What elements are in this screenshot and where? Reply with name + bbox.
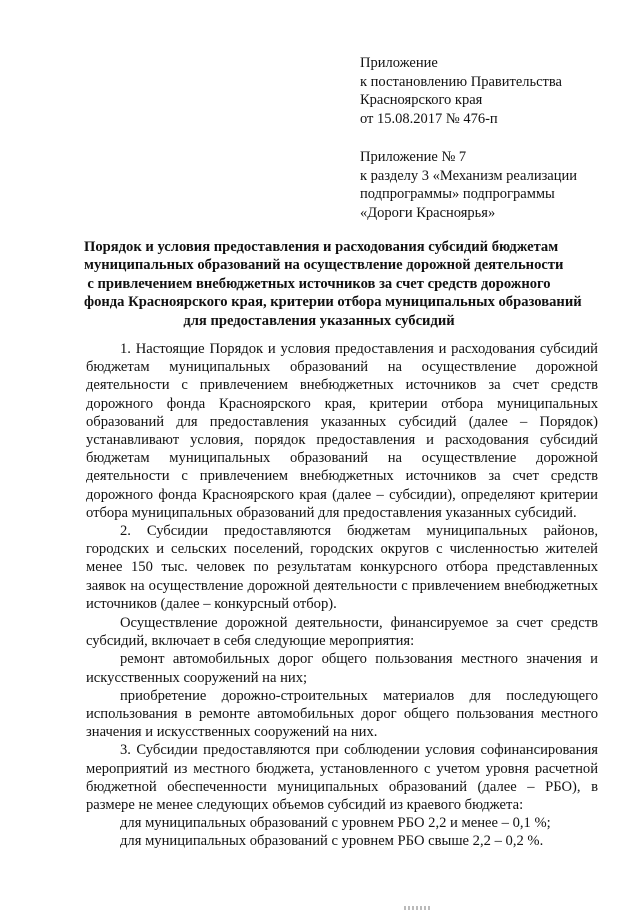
title-line: муниципальных образований на осуществление дорожной деятельности: [84, 257, 564, 274]
appendix-sub-line: подпрограммы» подпрограммы: [360, 186, 555, 203]
appendix-header-line: к постановлению Правительства: [360, 73, 562, 90]
title-line: для предоставления указанных субсидий: [183, 312, 455, 329]
document-title: [84, 238, 582, 330]
title-line: фонда Красноярского края, критерии отбора муниципальных образований: [84, 294, 582, 311]
paragraph-activities-intro: Осуществление дорожной деятельности, финансируемое за счет средств субсидий, включает в себя следующие мероприятия:: [86, 615, 598, 650]
appendix-header-line: Приложение: [360, 55, 438, 71]
appendix-header-line: от 15.08.2017 № 476-п: [360, 110, 498, 127]
appendix-header: [360, 54, 630, 128]
document-body: [86, 340, 598, 851]
appendix-sub-header: [360, 148, 630, 222]
appendix-sub-line: к разделу 3 «Механизм реализации: [360, 167, 578, 184]
scan-artifact: [404, 897, 438, 901]
appendix-header-line: Красноярского края: [360, 92, 483, 109]
list-item-materials: приобретение дорожно-строительных материалов для последующего использования в ремонте автомобильных дорог общего пользования местного значения и искусственных сооружений на них.: [86, 687, 598, 741]
list-item-rbo-low: для муниципальных образований с уровнем РБО 2,2 и менее – 0,1 %;: [120, 815, 551, 832]
list-item-repair: ремонт автомобильных дорог общего пользования местного значения и искусственных сооружений на них;: [86, 651, 598, 686]
paragraph-3: 3. Субсидии предоставляются при соблюдении условия софинансирования мероприятий из местного бюджета, установленного с учетом уровня расчетной бюджетной обеспеченности муниципальных образований (далее – РБО), в размере не менее следующих объемов субсидий из краевого бюджета:: [86, 742, 598, 814]
paragraph-1: 1. Настоящие Порядок и условия предоставления и расходования субсидий бюджетам муниципальных образований на осуществление дорожной деятельности с привлечением внебюджетных источников за счет средств дорожного фонда Красноярского края, критерии отбора муниципальных образований для предоставления указанных субсидий (далее – Порядок) устанавливают условия, порядок предоставления и расходования субсидий бюджетам муниципальных образований на осуществление дорожной деятельности с привлечением внебюджетных источников за счет средств дорожного фонда Красноярского края (далее – субсидии), определяют критерии отбора муниципальных образований для предоставления указанных субсидий.: [86, 341, 598, 521]
paragraph-2: 2. Субсидии предоставляются бюджетам муниципальных районов, городских и сельских поселений, городских округов с численностью жителей менее 150 тыс. человек по результатам конкурсного отбора представленных заявок на осуществление дорожной деятельности с привлечением внебюджетных источников (далее – конкурсный отбор).: [86, 523, 598, 612]
title-line: с привлечением внебюджетных источников за счет средств дорожного: [87, 275, 551, 292]
title-line: Порядок и условия предоставления и расходования субсидий бюджетам: [84, 239, 559, 255]
list-item-rbo-high: для муниципальных образований с уровнем РБО свыше 2,2 – 0,2 %.: [120, 833, 544, 850]
appendix-sub-line: Приложение № 7: [360, 149, 467, 165]
appendix-sub-line: «Дороги Красноярья»: [360, 204, 496, 221]
